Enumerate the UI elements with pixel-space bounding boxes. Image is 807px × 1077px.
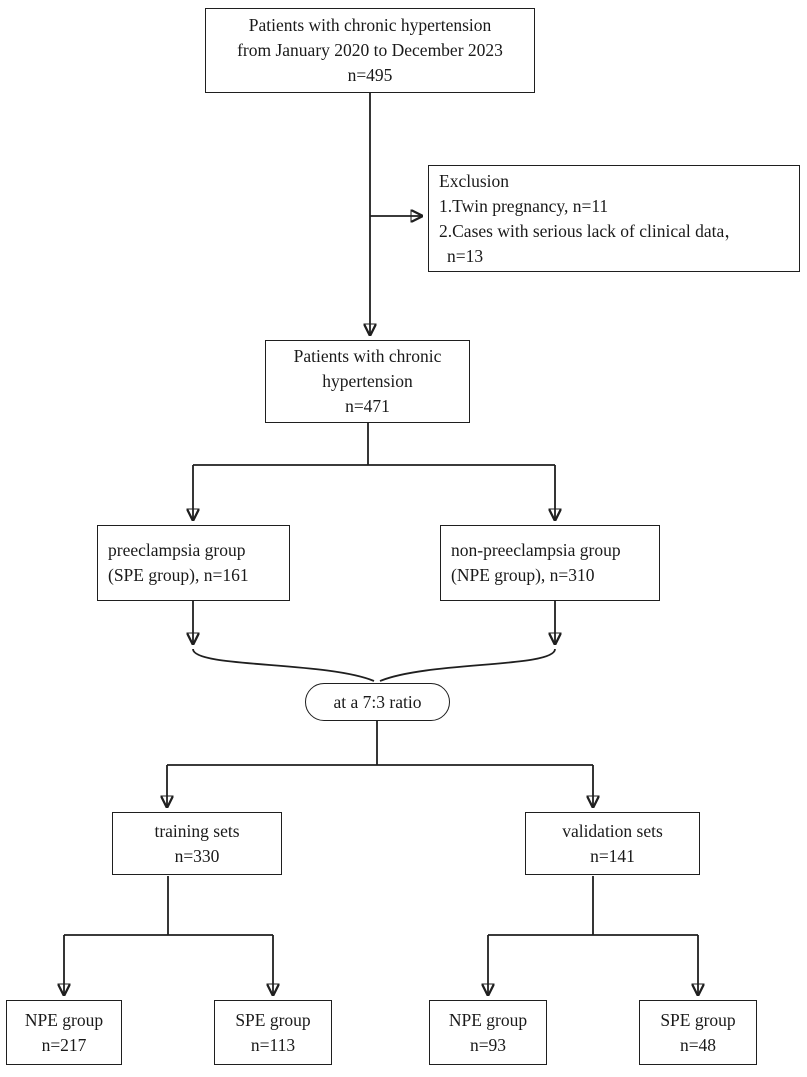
node-exclusion-item-2-count: n=13 (447, 245, 484, 266)
node-validation-npe-line-2: n=93 (469, 1034, 507, 1055)
node-validation-line-2: n=141 (590, 845, 635, 866)
node-exclusion-title: Exclusion (439, 170, 509, 191)
node-npe-line-1: non-preeclampsia group (451, 540, 621, 560)
node-initial-line-1: Patients with chronic hypertension (248, 15, 492, 35)
node-validation-npe-line-1: NPE group (448, 1009, 528, 1030)
node-spe-line-1: preeclampsia group (108, 540, 246, 560)
node-initial-line-2: from January 2020 to December 2023 (237, 40, 503, 60)
node-cohort-after-exclusion (265, 340, 470, 423)
node-exclusion-item-1: 1.Twin pregnancy, n=11 (439, 195, 609, 216)
node-cohort-line-3: n=471 (345, 396, 390, 416)
node-training-line-2: n=330 (174, 845, 220, 866)
connector-merge-curve-left (193, 649, 374, 681)
node-validation-spe (639, 1000, 757, 1065)
node-training-spe-line-1: SPE group (235, 1009, 311, 1030)
node-training-npe (6, 1000, 122, 1065)
node-training-spe-line-2: n=113 (250, 1034, 296, 1055)
node-validation-npe (429, 1000, 547, 1065)
node-validation-spe-line-1: SPE group (660, 1009, 736, 1030)
node-initial-cohort (205, 8, 535, 93)
node-initial-line-3: n=495 (347, 65, 393, 85)
node-validation-line-1: validation sets (562, 820, 663, 841)
node-npe-line-2: (NPE group), n=310 (451, 565, 595, 585)
node-exclusion (428, 165, 800, 272)
node-ratio-label: at a 7:3 ratio (333, 691, 422, 712)
node-cohort-line-2: hypertension (322, 371, 413, 391)
node-ratio (305, 683, 450, 721)
node-training-spe (214, 1000, 332, 1065)
node-training-sets (112, 812, 282, 875)
connector-merge-curve-right (380, 649, 555, 681)
node-training-npe-line-2: n=217 (41, 1034, 87, 1055)
node-training-npe-line-1: NPE group (24, 1009, 104, 1030)
node-spe-line-2: (SPE group), n=161 (108, 565, 249, 585)
node-training-line-1: training sets (154, 820, 240, 841)
node-exclusion-item-2: 2.Cases with serious lack of clinical data， (439, 220, 742, 241)
node-validation-spe-line-2: n=48 (679, 1034, 717, 1055)
node-spe-group (97, 525, 290, 601)
node-npe-group (440, 525, 660, 601)
node-cohort-line-1: Patients with chronic (293, 346, 442, 366)
node-validation-sets (525, 812, 700, 875)
